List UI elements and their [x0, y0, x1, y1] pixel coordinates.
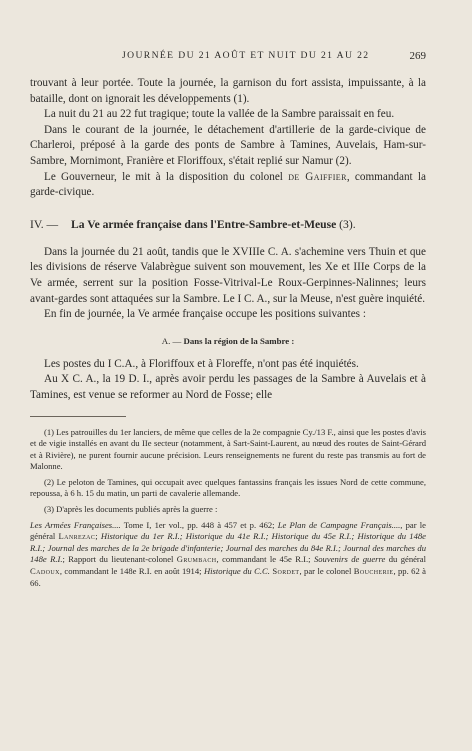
section-title: La Ve armée française dans l'Entre-Sambre-et-Meuse	[71, 217, 337, 231]
paragraph-posts: Les postes du I C.A., à Floriffoux et à Floreffe, n'ont pas été inquiétés.	[44, 357, 359, 370]
page-body	[30, 76, 426, 593]
governor-text-c: , commandant la garde-civique.	[30, 170, 427, 199]
paragraph-night: La nuit du 21 au 22 fut tragique; toute la vallée de la Sambre paraissait en feu.	[44, 108, 395, 121]
footnote-1: (1) Les patrouilles du 1er lanciers, de même que celles de la 2e compagnie Cy./13 F., ainsi que les postes d'avis et de vigie installés en avant du IIe secteur (notamment, à Sart-Saint-Laurent, au nœud des routes de Saint-Gérard et à Rivière), ne purent fournir aucune précision. Leurs renseignements ne furent du reste pas transmis au fort de Malonne.	[30, 426, 426, 472]
fn3-n: , commandant le 148e R.I. en août 1914;	[59, 566, 204, 577]
fn3-c: Le Plan de Campagne Français....	[277, 519, 401, 530]
subsection-heading	[30, 335, 426, 347]
paragraph-governor	[30, 170, 426, 201]
fn3-r: , par le colonel	[299, 566, 354, 577]
colonel-name: de Gaiffier	[288, 170, 347, 183]
paragraph-continuation: trouvant à leur portée. Toute la journée, la garnison du fort assista, impuissante, à la bataille, dont on ignorait les développements (1).	[30, 77, 426, 105]
section-footnote-ref: (3).	[339, 217, 356, 231]
fn3-b: Tome I, 1er vol., pp. 448 à 457 et p. 462;	[120, 519, 278, 530]
fn3-i: Grumbach	[176, 554, 217, 565]
fn3-g: Historique du 1er R.I.; Historique du 41e R.I.; Historique du 45e R.I.; Historique du 148e R.I.; Journal des marches de la 2e brigade d'infanterie; Journal des marches du 84e R.I.; Journal des marches du 148e R.I.	[30, 531, 426, 565]
footnotes	[30, 427, 426, 590]
fn3-k: Souvenirs de guerre	[313, 554, 386, 565]
paragraph-artillery: Dans le courant de la journée, le détachement d'artillerie de la garde-civique de Charleroi, préposé à la garde des ponts de Sambre à Tamines, Auvelais, Ham-sur-Sambre, Mornimont, Franière et Floriffoux, s'était replié sur Namur (2).	[30, 123, 426, 167]
section-heading	[30, 217, 426, 233]
fn3-s: Boucherie	[353, 566, 394, 577]
fn3-e: Lanrezac	[58, 531, 96, 542]
governor-text-a: Le Gouverneur, le mit à la disposition du colonel	[44, 170, 289, 183]
page-header	[30, 50, 426, 66]
paragraph-august-21: Dans la journée du 21 août, tandis que le XVIIIe C. A. s'achemine vers Thuin et que les divisions de réserve Valabrègue suivent son mouvement, les Xe et IIIe Corps de la Ve armée, serrent sur la position Fosse-Vitrival-Le Roux-Gerpinnes-Nalinnes; leurs avant-gardes sont attaquées sur la Sambre. Le I C. A., sur la Meuse, n'est guère inquiété.	[30, 245, 426, 305]
fn3-m: Cadoux	[30, 566, 60, 577]
running-head: JOURNÉE DU 21 AOÛT ET NUIT DU 21 AU 22	[122, 50, 370, 61]
footnote-2: (2) Le peloton de Tamines, qui occupait avec quelques fantassins français les issues Nord de cette commune, repoussa, à 6 h. 15 du matin, un parti de cavalerie allemande.	[30, 476, 426, 499]
fn3-f: ;	[95, 531, 101, 542]
footnote-rule	[30, 416, 126, 417]
fn3-l: du général	[385, 554, 426, 565]
fn3-a: Les Armées Françaises....	[30, 519, 121, 530]
fn3-h: ; Rapport du lieutenant-colonel	[62, 554, 177, 565]
fn3-q: Sordet	[272, 566, 300, 577]
fn3-d: , par le général	[30, 519, 426, 542]
subsection-label: A. —	[161, 335, 182, 346]
subsection-title: Dans la région de la Sambre :	[183, 335, 295, 346]
fn3-t: , pp. 62 à 66.	[30, 566, 426, 588]
page-number: 269	[409, 50, 426, 62]
paragraph-x-corps: Au X C. A., la 19 D. I., après avoir perdu les passages de la Sambre à Auvelais et à Tamines, est venue se reformer au Nord de Fosse; elle	[30, 373, 426, 401]
section-number: IV. —	[30, 217, 59, 231]
footnote-3-intro: (3) D'après les documents publiés après la guerre :	[44, 504, 218, 515]
paragraph-positions: En fin de journée, la Ve armée française occupe les positions suivantes :	[44, 308, 366, 321]
fn3-o: Historique du C.C.	[203, 566, 270, 577]
fn3-j: , commandant le 45e R.I.;	[216, 554, 314, 565]
footnote-3-sources	[30, 520, 426, 590]
